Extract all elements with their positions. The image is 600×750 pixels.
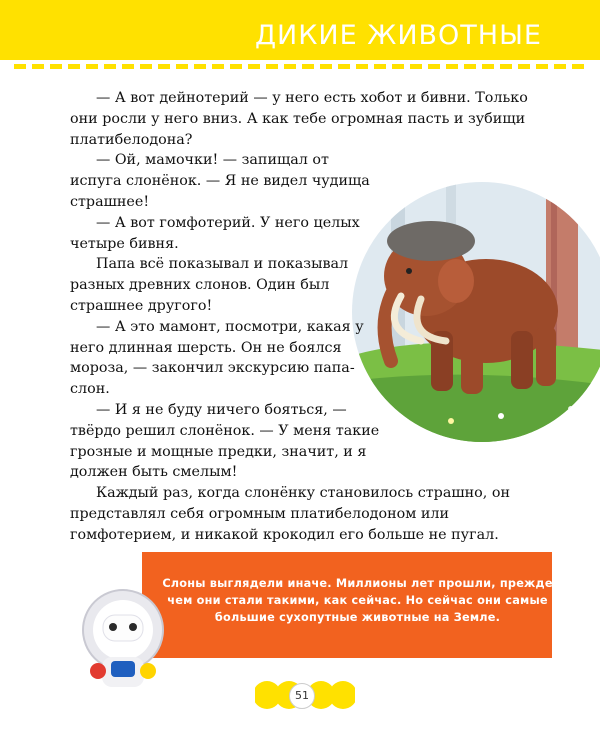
story-paragraph: — И я не буду ничего бояться, — твёрдо решил слонёнок. — У меня такие грозные и мощные предки, значит, и я должен быть смелым! (70, 401, 380, 481)
header-dashed-divider (14, 64, 594, 70)
page-title: ДИКИЕ ЖИВОТНЫЕ (254, 20, 542, 51)
story-paragraph: — А это мамонт, посмотри, какая у него длинная шерсть. Он не боялся мороза, — закончил экскурсию папа-слон. (70, 318, 364, 398)
story-paragraph: — А вот дейнотерий — у него есть хобот и бивни. Только они росли у него вниз. А как тебе огромная пасть и зубищи платибелодона? (70, 90, 528, 148)
page-number: 51 (289, 683, 315, 709)
story-paragraph: — Ой, мамочки! — запищал от испуга слонёнок. — Я не видел чудища страшнее! (70, 152, 370, 210)
astronaut-mascot-icon (78, 585, 168, 695)
fact-callout-text: Слоны выглядели иначе. Миллионы лет прошли, прежде чем они стали такими, как сейчас. Но сейчас они самые большие сухопутные животные на Земле. (162, 577, 553, 624)
story-paragraph: — А вот гомфотерий. У него целых четыре бивня. (70, 214, 360, 252)
story-paragraph: Каждый раз, когда слонёнку становилось страшно, он представлял себя огромным платибелодоном или гомфотерием, и никакой крокодил его больше не пугал. (70, 485, 510, 543)
story-text (70, 88, 538, 546)
story-paragraph: Папа всё показывал и показывал разных древних слонов. Один был страшнее другого! (70, 256, 349, 314)
